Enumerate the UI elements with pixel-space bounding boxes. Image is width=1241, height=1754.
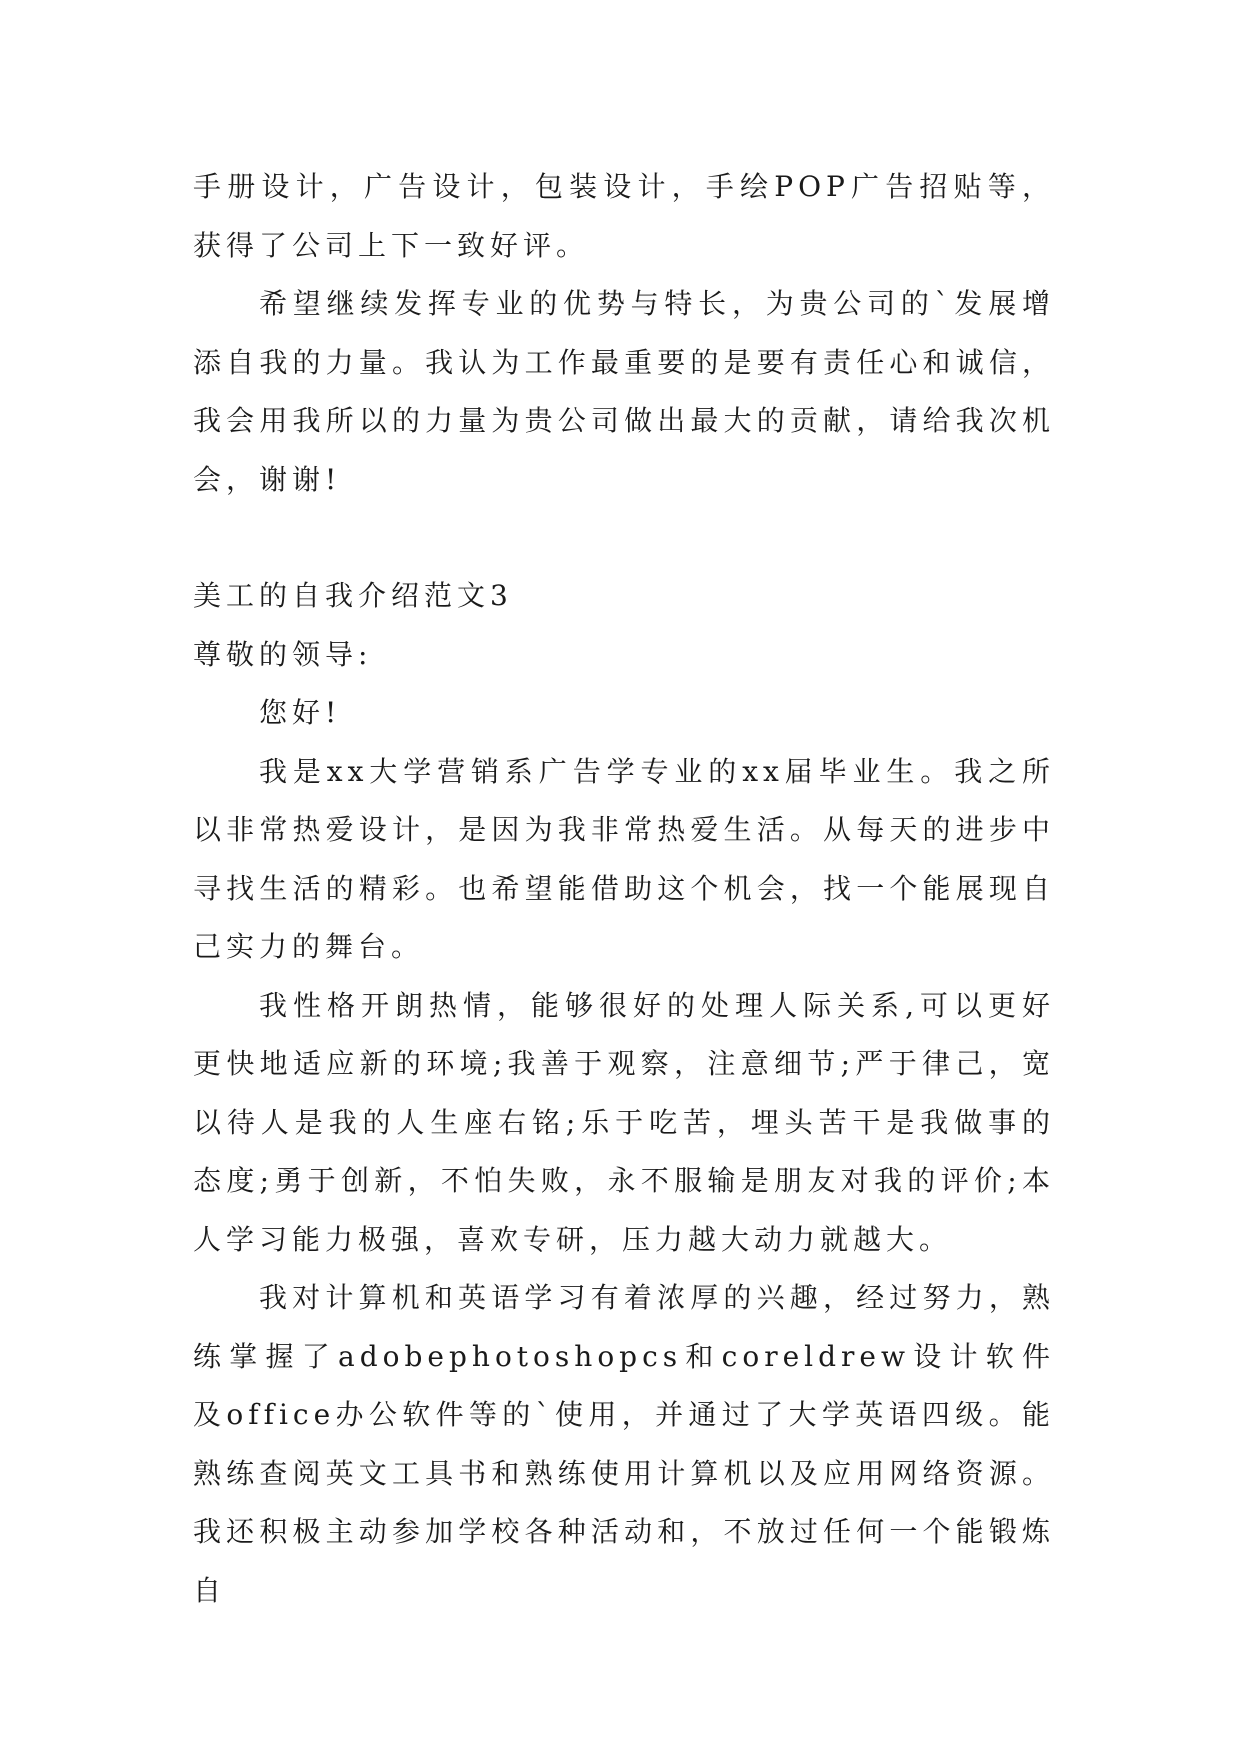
greeting: 您好!: [259, 696, 342, 729]
paragraph-personality: 我性格开朗热情，能够很好的处理人际关系,可以更好更快地适应新的环境;我善于观察，注意细节;严于律己，宽以待人是我的人生座右铭;乐于吃苦，埋头苦干是我做事的态度;勇于创新，不怕失败，永不服输是朋友对我的评价;本人学习能力极强，喜欢专研，压力越大动力就越大。: [193, 988, 1055, 1256]
paragraph-intro: 我是xx大学营销系广告学专业的xx届毕业生。我之所以非常热爱设计，是因为我非常热爱生活。从每天的进步中寻找生活的精彩。也希望能借助这个机会，找一个能展现自己实力的舞台。: [193, 754, 1055, 963]
paragraph-skills: 我对计算机和英语学习有着浓厚的兴趣，经过努力，熟练掌握了adobephotoshopcs和coreldrew设计软件及office办公软件等的`使用，并通过了大学英语四级。能熟练查阅英文工具书和熟练使用计算机以及应用网络资源。我还积极主动参加学校各种活动和，不放过任何一个能锻炼自: [193, 1281, 1055, 1607]
section-title: 美工的自我介绍范文3: [193, 579, 513, 612]
paragraph-hope: 希望继续发挥专业的优势与特长，为贵公司的`发展增添自我的力量。我认为工作最重要的是要有责任心和诚信，我会用我所以的力量为贵公司做出最大的贡献，请给我次机会，谢谢!: [193, 287, 1055, 496]
section-spacer: [193, 509, 1055, 567]
paragraph-continued: 手册设计，广告设计，包装设计，手绘POP广告招贴等，获得了公司上下一致好评。: [193, 170, 1055, 262]
document-body: [193, 158, 1055, 1620]
salutation: 尊敬的领导:: [193, 637, 373, 671]
